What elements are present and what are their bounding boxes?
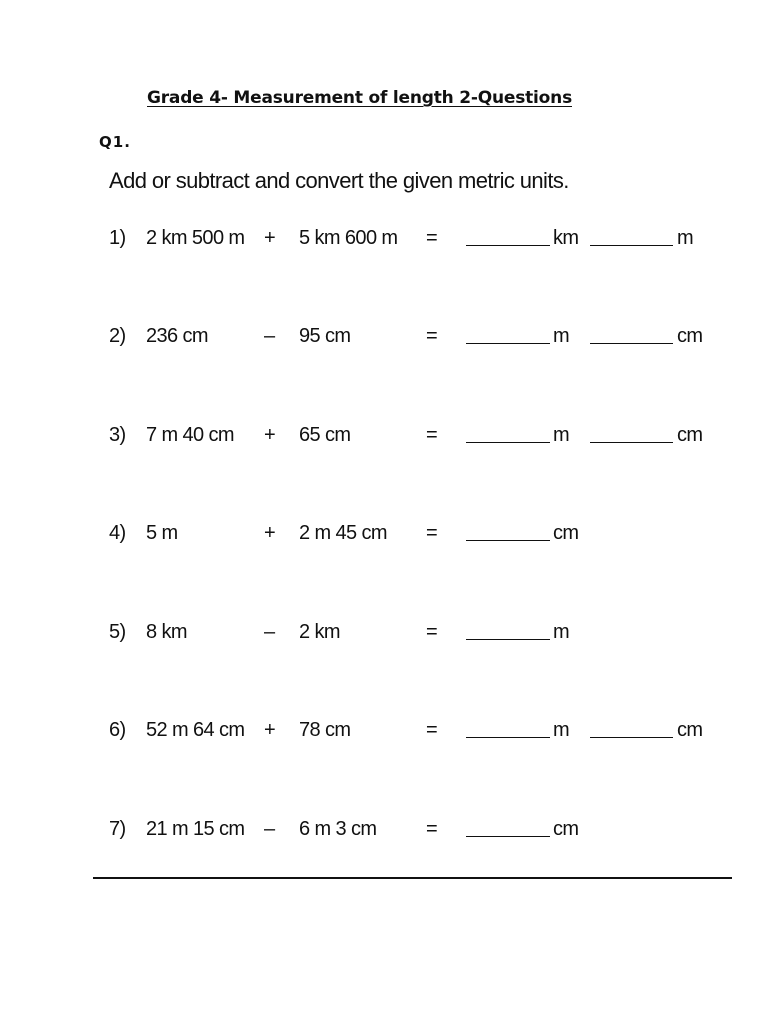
operand-a: 8 km bbox=[146, 621, 187, 643]
problem-row-3 bbox=[0, 420, 768, 450]
worksheet-title: Grade 4- Measurement of length 2-Questions bbox=[147, 88, 572, 108]
problem-row-4 bbox=[0, 518, 768, 548]
problem-row-5 bbox=[0, 617, 768, 647]
operand-a: 236 cm bbox=[146, 325, 208, 347]
answer-unit-2: cm bbox=[677, 719, 703, 741]
problem-number: 2) bbox=[109, 325, 126, 347]
problem-row-7 bbox=[0, 814, 768, 844]
answer-blank-2[interactable] bbox=[590, 343, 673, 344]
operand-a: 21 m 15 cm bbox=[146, 818, 245, 840]
operator: – bbox=[264, 818, 275, 840]
operand-b: 2 m 45 cm bbox=[299, 522, 387, 544]
operand-b: 78 cm bbox=[299, 719, 351, 741]
answer-blank-1[interactable] bbox=[466, 343, 550, 344]
problem-number: 4) bbox=[109, 522, 126, 544]
bottom-divider bbox=[93, 877, 732, 879]
operand-a: 5 m bbox=[146, 522, 178, 544]
operand-b: 2 km bbox=[299, 621, 340, 643]
problem-number: 1) bbox=[109, 227, 126, 249]
answer-unit-1: m bbox=[553, 621, 570, 643]
operand-b: 6 m 3 cm bbox=[299, 818, 377, 840]
problem-number: 7) bbox=[109, 818, 126, 840]
operator: + bbox=[264, 424, 276, 446]
equals-sign: = bbox=[426, 818, 438, 840]
problem-row-6 bbox=[0, 715, 768, 745]
operand-b: 65 cm bbox=[299, 424, 351, 446]
instruction-text: Add or subtract and convert the given metric units. bbox=[109, 168, 569, 193]
equals-sign: = bbox=[426, 227, 438, 249]
problem-row-2 bbox=[0, 321, 768, 351]
answer-blank-1[interactable] bbox=[466, 737, 550, 738]
answer-unit-1: m bbox=[553, 719, 570, 741]
problem-number: 3) bbox=[109, 424, 126, 446]
answer-blank-1[interactable] bbox=[466, 442, 550, 443]
operand-b: 95 cm bbox=[299, 325, 351, 347]
answer-unit-1: cm bbox=[553, 818, 579, 840]
answer-unit-2: cm bbox=[677, 325, 703, 347]
equals-sign: = bbox=[426, 325, 438, 347]
answer-blank-1[interactable] bbox=[466, 245, 550, 246]
answer-blank-1[interactable] bbox=[466, 540, 550, 541]
problem-row-1 bbox=[0, 223, 768, 253]
answer-unit-2: m bbox=[677, 227, 694, 249]
operator: + bbox=[264, 522, 276, 544]
problem-number: 6) bbox=[109, 719, 126, 741]
operator: – bbox=[264, 325, 275, 347]
answer-unit-1: m bbox=[553, 325, 570, 347]
answer-unit-2: cm bbox=[677, 424, 703, 446]
problem-number: 5) bbox=[109, 621, 126, 643]
question-label: Q1. bbox=[99, 133, 131, 151]
answer-unit-1: m bbox=[553, 424, 570, 446]
operand-b: 5 km 600 m bbox=[299, 227, 398, 249]
equals-sign: = bbox=[426, 522, 438, 544]
answer-blank-2[interactable] bbox=[590, 737, 673, 738]
answer-blank-1[interactable] bbox=[466, 639, 550, 640]
answer-unit-1: cm bbox=[553, 522, 579, 544]
answer-unit-1: km bbox=[553, 227, 579, 249]
operand-a: 2 km 500 m bbox=[146, 227, 245, 249]
answer-blank-2[interactable] bbox=[590, 245, 673, 246]
operator: + bbox=[264, 719, 276, 741]
equals-sign: = bbox=[426, 621, 438, 643]
equals-sign: = bbox=[426, 719, 438, 741]
operator: – bbox=[264, 621, 275, 643]
operand-a: 52 m 64 cm bbox=[146, 719, 245, 741]
equals-sign: = bbox=[426, 424, 438, 446]
operator: + bbox=[264, 227, 276, 249]
answer-blank-1[interactable] bbox=[466, 836, 550, 837]
answer-blank-2[interactable] bbox=[590, 442, 673, 443]
operand-a: 7 m 40 cm bbox=[146, 424, 234, 446]
